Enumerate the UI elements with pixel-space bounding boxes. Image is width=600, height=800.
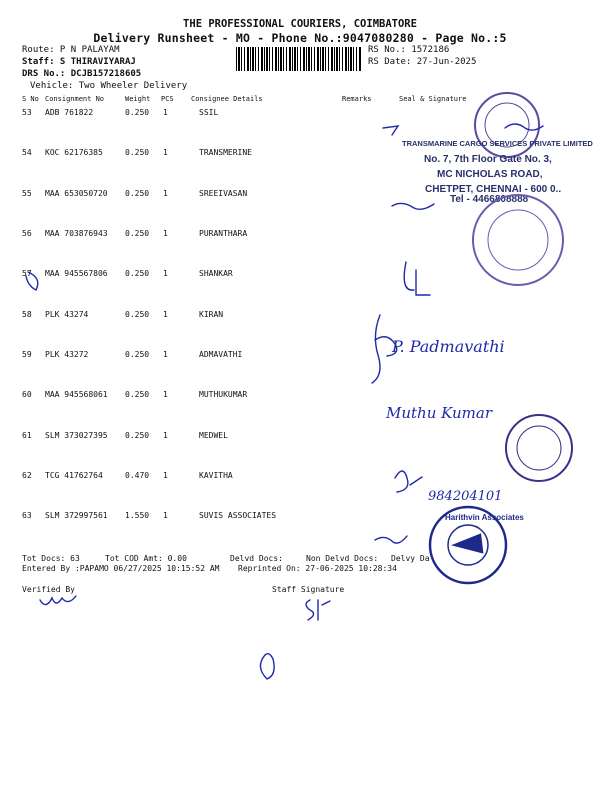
row-pcs: 1	[163, 390, 168, 399]
row-weight: 0.250	[125, 148, 150, 157]
round-stamp-middle	[473, 195, 563, 285]
svg-text:No. 7, 7th Floor Gate No. 3,: No. 7, 7th Floor Gate No. 3,	[424, 154, 552, 165]
row-weight: 1.550	[125, 511, 150, 520]
row-weight: 0.250	[125, 108, 150, 117]
verified-by: Verified By	[22, 585, 75, 594]
delvy-date: Delvy Da	[391, 554, 430, 563]
entered-by: Entered By :PAPAMO 06/27/2025 10:15:52 AM	[22, 564, 220, 573]
row-consignee: SUVIS ASSOCIATES	[199, 511, 277, 520]
row-sno: 58	[22, 310, 32, 319]
row-consignment: ADB 761822	[45, 108, 94, 117]
handwritten-signatures	[26, 124, 543, 679]
col-weight: Weight	[125, 95, 151, 103]
vehicle: Vehicle: Two Wheeler Delivery	[30, 81, 188, 91]
row-consignee: KAVITHA	[199, 471, 233, 480]
svg-text:P. Padmavathi: P. Padmavathi	[392, 337, 505, 356]
row-consignment: PLK 43274	[45, 310, 89, 319]
rs-number: RS No.: 1572186	[368, 45, 450, 55]
row-consignee: MEDWEL	[199, 431, 228, 440]
row-sno: 54	[22, 148, 32, 157]
svg-text:TRANSMARINE CARGO SERVICES PRI: TRANSMARINE CARGO SERVICES PRIVATE LIMITED	[402, 139, 593, 148]
row-consignee: SHANKAR	[199, 269, 233, 278]
row-weight: 0.250	[125, 189, 150, 198]
row-pcs: 1	[163, 108, 168, 117]
tot-docs: Tot Docs: 63	[22, 554, 80, 563]
row-weight: 0.250	[125, 229, 150, 238]
delvd-docs: Delvd Docs:	[230, 554, 283, 563]
col-sno: S No	[22, 95, 39, 103]
row-sno: 56	[22, 229, 32, 238]
svg-text:MC NICHOLAS ROAD,: MC NICHOLAS ROAD,	[437, 169, 543, 180]
row-weight: 0.250	[125, 390, 150, 399]
round-stamp-coimbatore	[506, 415, 572, 481]
svg-text:Muthu Kumar: Muthu Kumar	[386, 404, 493, 422]
non-delvd-docs: Non Delvd Docs:	[306, 554, 379, 563]
row-consignee: SSIL	[199, 108, 219, 117]
row-consignment: SLM 372997561	[45, 511, 108, 520]
row-weight: 0.250	[125, 431, 150, 440]
row-consignment: KOC 62176385	[45, 148, 103, 157]
row-consignment: SLM 373027395	[45, 431, 108, 440]
row-consignee: SREEIVASAN	[199, 189, 248, 198]
row-consignee: ADMAVATHI	[199, 350, 243, 359]
row-pcs: 1	[163, 431, 168, 440]
row-pcs: 1	[163, 189, 168, 198]
row-weight: 0.250	[125, 269, 150, 278]
row-consignee: TRANSMERINE	[199, 148, 252, 157]
row-consignee: MUTHUKUMAR	[199, 390, 248, 399]
row-pcs: 1	[163, 471, 168, 480]
row-pcs: 1	[163, 148, 168, 157]
route: Route: P N PALAYAM	[22, 45, 120, 55]
col-seal: Seal & Signature	[399, 95, 467, 103]
row-sno: 62	[22, 471, 32, 480]
svg-text:Tel - 4466808888: Tel - 4466808888	[450, 194, 529, 205]
row-consignee: PURANTHARA	[199, 229, 248, 238]
row-pcs: 1	[163, 511, 168, 520]
tot-cod: Tot COD Amt: 0.00	[105, 554, 187, 563]
row-sno: 63	[22, 511, 32, 520]
row-weight: 0.470	[125, 471, 150, 480]
row-consignee: KIRAN	[199, 310, 224, 319]
row-consignment: MAA 703876943	[45, 229, 108, 238]
svg-text:Harithvin Associates: Harithvin Associates	[445, 513, 524, 522]
row-consignment: TCG 41762764	[45, 471, 103, 480]
col-consignee: Consignee Details	[191, 95, 263, 103]
rs-date: RS Date: 27-Jun-2025	[368, 57, 477, 67]
row-sno: 61	[22, 431, 32, 440]
row-sno: 60	[22, 390, 32, 399]
row-weight: 0.250	[125, 350, 150, 359]
col-remarks: Remarks	[342, 95, 372, 103]
svg-text:984204101: 984204101	[428, 489, 503, 504]
row-pcs: 1	[163, 229, 168, 238]
company-name: THE PROFESSIONAL COURIERS, COIMBATORE	[183, 18, 417, 30]
row-weight: 0.250	[125, 310, 150, 319]
row-consignment: PLK 43272	[45, 350, 89, 359]
row-consignment: MAA 653050720	[45, 189, 108, 198]
row-pcs: 1	[163, 310, 168, 319]
transmarine-stamp	[402, 139, 593, 205]
staff-signature-label: Staff Signature	[272, 585, 345, 594]
runsheet-title: Delivery Runsheet - MO - Phone No.:9047080280 - Page No.:5	[93, 31, 507, 45]
row-pcs: 1	[163, 269, 168, 278]
staff: Staff: S THIRAVIYARAJ	[22, 57, 136, 67]
row-consignment: MAA 945567806	[45, 269, 108, 278]
row-sno: 55	[22, 189, 32, 198]
row-consignment: MAA 945568061	[45, 390, 108, 399]
reprinted-on: Reprinted On: 27-06-2025 10:28:34	[238, 564, 397, 573]
col-pcs: PCS	[161, 95, 174, 103]
col-consignment: Consignment No	[45, 95, 105, 103]
row-pcs: 1	[163, 350, 168, 359]
drs-number: DRS No.: DCJB157218605	[22, 69, 142, 79]
svg-text:CHETPET, CHENNAI - 600 0..: CHETPET, CHENNAI - 600 0..	[425, 184, 562, 195]
row-sno: 59	[22, 350, 32, 359]
harithvin-stamp	[430, 507, 524, 583]
row-sno: 53	[22, 108, 32, 117]
row-sno: 57	[22, 269, 32, 278]
